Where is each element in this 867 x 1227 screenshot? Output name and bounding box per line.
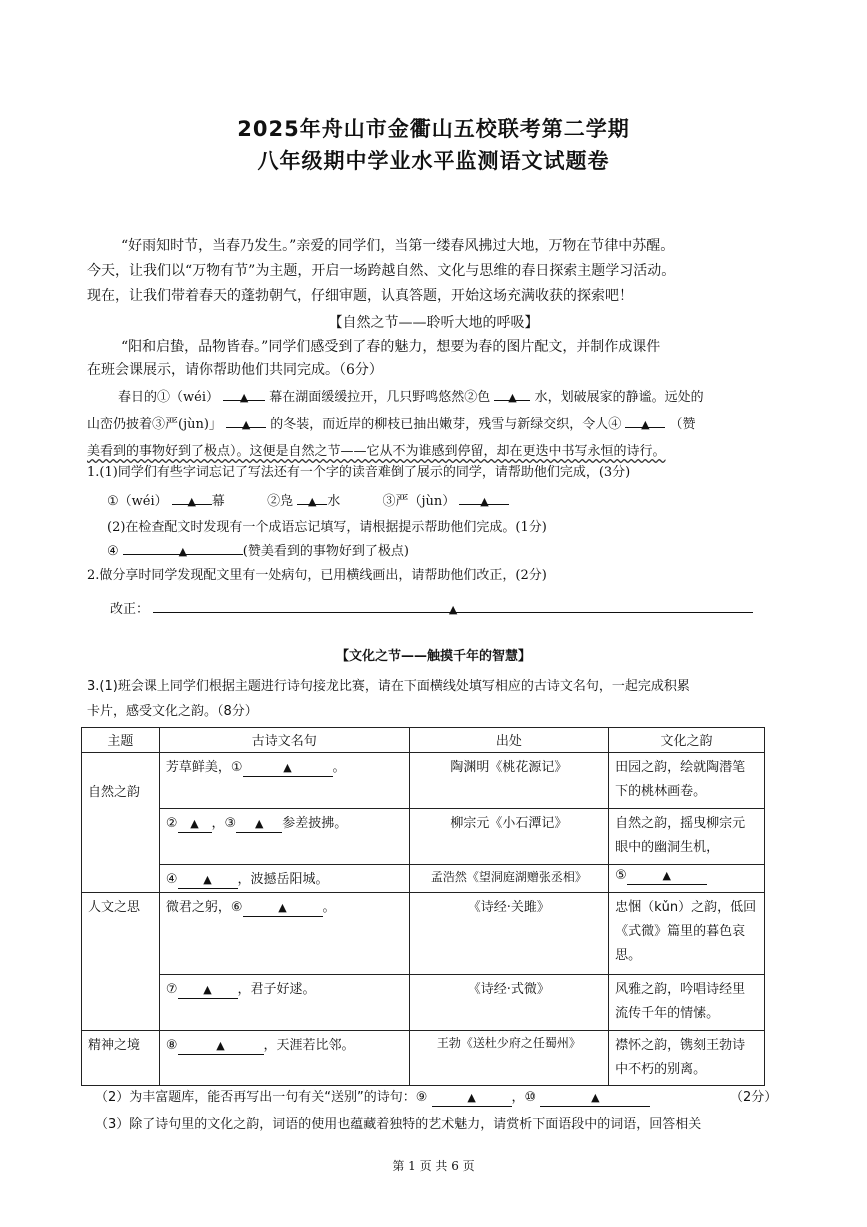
culture-cell: 襟怀之韵，镌刻王勃诗中不朽的别离。 [609, 1031, 765, 1086]
poem-blank-5[interactable] [627, 869, 707, 885]
q1-item-label: 幕 [211, 494, 225, 509]
q1-item-label: ②凫 [267, 494, 294, 509]
source-cell: 陶渊明《桃花源记》 [409, 753, 609, 809]
col-header: 主题 [82, 728, 160, 753]
q1-item4 [107, 539, 409, 564]
table-row [82, 865, 765, 893]
passage-text: 春日的①（wéi） [118, 390, 219, 405]
blank-4[interactable] [625, 412, 665, 431]
q1-stem: 1.(1)同学们有些字词忘记了写法还有一个字的读音难倒了展示的同学，请帮助他们完成，(3分) [87, 465, 631, 480]
poem-text: ，天涯若比邻。 [263, 1038, 355, 1053]
source-cell: 《诗经·关雎》 [409, 893, 609, 975]
section1-intro-line-1: “阳和启蛰，品物皆春。”同学们感受到了春的魅力，想要为春的图片配文，并制作成课件 [121, 339, 661, 355]
poem-text: ⑦ [165, 982, 178, 997]
poem-blank-4[interactable] [178, 873, 238, 889]
q2-answer-row [110, 597, 753, 622]
q3-2-row [95, 1086, 650, 1107]
culture-cell: 田园之韵，绘就陶潜笔下的桃林画卷。 [609, 753, 765, 809]
source-cell: 《诗经·式微》 [409, 975, 609, 1031]
poem-blank-3[interactable] [236, 817, 282, 833]
poem-cell [159, 893, 409, 975]
passage-text: 水，划破展家的静谧。远处的 [534, 390, 704, 405]
q1-item-label: 水 [327, 494, 341, 509]
triangle-icon: ▲ [178, 545, 188, 558]
poem-text: ，君子好逑。 [237, 982, 316, 997]
poem-text: ，波撼岳阳城。 [237, 872, 329, 887]
blank-1[interactable] [223, 385, 265, 404]
triangle-icon: ▲ [480, 495, 489, 508]
poem-cell [159, 865, 409, 893]
q1-blank-2[interactable] [297, 489, 327, 508]
poem-blank-7[interactable] [178, 983, 238, 999]
q1-item-label: ④ [107, 544, 119, 559]
poem-cell [159, 975, 409, 1031]
q1-blank-3[interactable] [459, 489, 509, 508]
section-title-nature: 【自然之节——聆听大地的呼吸】 [328, 315, 539, 331]
q1-item-label: ③严（jùn） [382, 494, 456, 509]
passage-text: 幕在湖面缓缓拉开，几只野鸣悠然②色 [269, 390, 491, 405]
q3-stem-line-2: 卡片，感受文化之韵。（8分） [87, 704, 258, 719]
passage-text: （赞 [669, 417, 696, 432]
triangle-icon: ▲ [254, 817, 264, 830]
table-row [82, 975, 765, 1031]
culture-cell [609, 865, 765, 893]
table-row [82, 893, 765, 975]
sick-sentence: 美看到的事物好到了极点）。这便是自然之节——它从不为谁感到停留，却在更迭中书写永恒的诗行。 [87, 444, 666, 459]
poem-text: 。 [322, 900, 336, 915]
q1-items [107, 489, 509, 514]
col-header: 古诗文名句 [159, 728, 409, 753]
poem-text: 微君之躬，⑥ [165, 900, 243, 915]
theme-cell: 自然之韵 [82, 753, 160, 893]
table-row [82, 753, 765, 809]
culture-cell: 自然之韵，摇曳柳宗元眼中的幽洞生机， [609, 809, 765, 865]
poem-blank-6[interactable] [243, 901, 323, 917]
table-header-row [82, 728, 765, 753]
poem-text: ⑧ [165, 1038, 178, 1053]
intro-line-2: 今天，让我们以“万物有节”为主题，开启一场跨越自然、文化与思维的春日探索主题学习活动。 [87, 263, 676, 279]
triangle-icon: ▲ [278, 901, 287, 914]
triangle-icon: ▲ [239, 391, 249, 404]
table-row [82, 1031, 765, 1086]
triangle-icon: ▲ [662, 869, 672, 882]
triangle-icon: ▲ [203, 983, 212, 996]
culture-text: ⑤ [615, 868, 627, 883]
intro-line-1: “好雨知时节，当春乃发生。”亲爱的同学们，当第一缕春风拂过大地，万物在节律中苏醒。 [121, 238, 675, 254]
poem-blank-8[interactable] [178, 1039, 264, 1055]
blank-2[interactable] [494, 385, 530, 404]
q3-2-blank-9[interactable] [432, 1091, 512, 1107]
poem-blank-1[interactable] [243, 761, 333, 777]
poem-text: 参差披拂。 [282, 816, 348, 831]
exam-title-line2: 八年级期中学业水平监测语文试题卷 [257, 149, 610, 173]
table-row [82, 809, 765, 865]
poem-blank-2[interactable] [178, 817, 212, 833]
poem-text: 。 [332, 760, 346, 775]
triangle-icon: ▲ [448, 603, 458, 616]
q3-2-blank-10[interactable] [540, 1091, 650, 1107]
q3-2-sep: ，⑩ [511, 1090, 537, 1105]
poetry-table [81, 727, 765, 1086]
triangle-icon: ▲ [467, 1091, 476, 1104]
exam-title-line1: 2025年舟山市金衢山五校联考第二学期 [237, 117, 630, 141]
q3-2-stem: （2）为丰富题库，能否再写出一句有关“送别”的诗句：⑨ [95, 1090, 428, 1105]
triangle-icon: ▲ [641, 418, 650, 431]
triangle-icon: ▲ [308, 495, 317, 508]
culture-cell: 风雅之韵，吟唱诗经里流传千年的情愫。 [609, 975, 765, 1031]
passage-line-2 [87, 412, 696, 437]
q3-stem-line-1: 3.(1)班会课上同学们根据主题进行诗句接龙比赛，请在下面横线处填写相应的古诗文名句，一起完成积累 [87, 679, 690, 694]
poem-text: ② [165, 816, 178, 831]
source-cell: 柳宗元《小石潭记》 [409, 809, 609, 865]
section1-intro-line-2: 在班会课展示，请你帮助他们共同完成。（6分） [87, 362, 383, 378]
col-header: 出处 [409, 728, 609, 753]
blank-3[interactable] [226, 412, 266, 431]
q1-sub2: (2)在检查配文时发现有一个成语忘记填写，请根据提示帮助他们完成。(1分) [107, 520, 547, 535]
triangle-icon: ▲ [203, 873, 212, 886]
col-header: 文化之韵 [609, 728, 765, 753]
source-cell: 孟浩然《望洞庭湖赠张丞相》 [409, 865, 609, 893]
triangle-icon: ▲ [591, 1091, 600, 1104]
triangle-icon: ▲ [216, 1039, 225, 1052]
passage-line-1 [118, 385, 704, 410]
poem-text: ④ [165, 872, 178, 887]
poem-text: ，③ [211, 816, 237, 831]
poem-cell [159, 1031, 409, 1086]
passage-text: 的冬装，而近岸的柳枝已抽出嫩芽，残雪与新绿交织，令人④ [270, 417, 622, 432]
theme-cell: 精神之境 [82, 1031, 160, 1086]
triangle-icon: ▲ [187, 495, 197, 508]
poem-cell [159, 753, 409, 809]
q2-answer-line[interactable] [153, 597, 753, 616]
triangle-icon: ▲ [241, 418, 251, 431]
section-title-culture: 【文化之节——触摸千年的智慧】 [335, 649, 531, 664]
intro-line-3: 现在，让我们带着春天的蓬勃朝气，仔细审题，认真答题，开始这场充满收获的探索吧！ [87, 288, 633, 304]
triangle-icon: ▲ [283, 761, 292, 774]
q2-stem: 2.做分享时同学发现配文里有一处病句，已用横线画出，请帮助他们改正，(2分) [87, 568, 547, 583]
culture-cell: 忠悃（kǔn）之韵，低回《式微》篇里的暮色哀思。 [609, 893, 765, 975]
passage-text: 山峦仍披着③严(jùn)」 [87, 417, 222, 432]
q3-3-stem: （3）除了诗句里的文化之韵，词语的使用也蕴藏着独特的艺术魅力，请赏析下面语段中的词语，回答相关 [95, 1117, 702, 1132]
triangle-icon: ▲ [190, 817, 199, 830]
q1-blank-1[interactable] [172, 489, 212, 508]
poem-cell [159, 809, 409, 865]
triangle-icon: ▲ [508, 391, 517, 404]
theme-cell: 人文之思 [82, 893, 160, 1031]
q1-item4-hint: (赞美看到的事物好到了极点) [242, 544, 409, 559]
page-footer: 第 1 页 共 6 页 [392, 1159, 475, 1173]
q1-blank-4[interactable] [123, 539, 243, 558]
source-cell: 王勃《送杜少府之任蜀州》 [409, 1031, 609, 1086]
q2-label: 改正： [110, 602, 150, 617]
poem-text: 芳草鲜美，① [165, 760, 243, 775]
q1-item-label: ①（wéi） [107, 494, 168, 509]
q3-2-score: （2分） [730, 1090, 778, 1105]
